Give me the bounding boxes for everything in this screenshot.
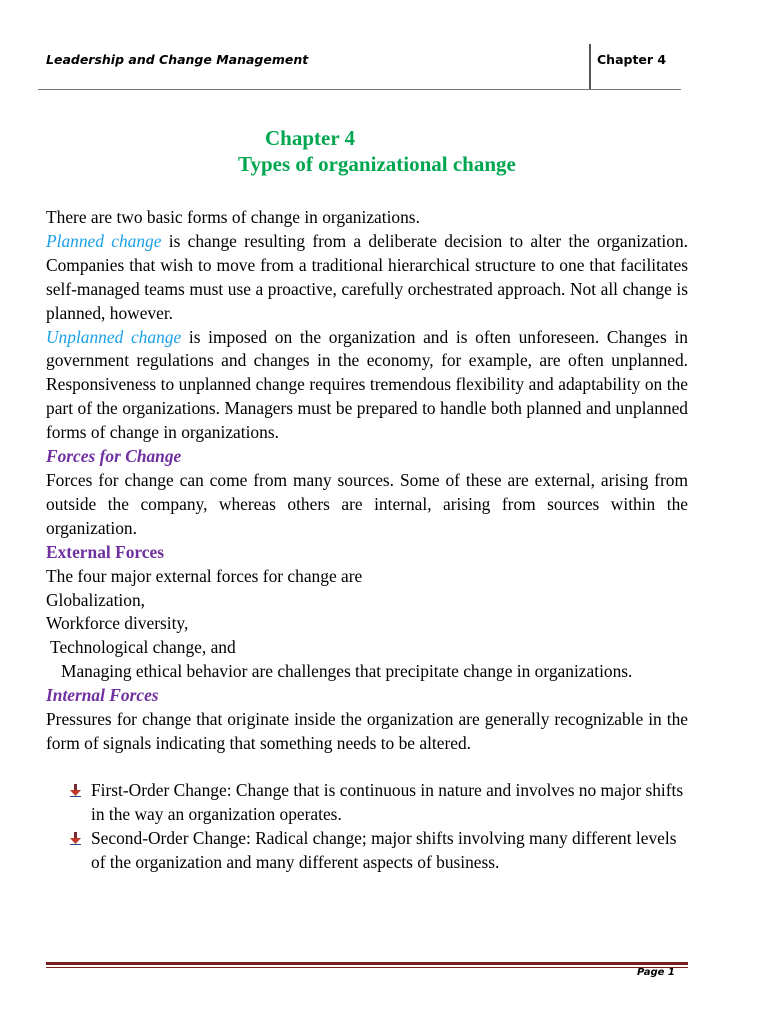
external-item-ethics: Managing ethical behavior are challenges that precipitate change in organizations. bbox=[61, 661, 633, 682]
document-body bbox=[46, 206, 688, 874]
list-item bbox=[46, 827, 688, 875]
footer-rule-thin bbox=[46, 967, 688, 968]
down-arrow-bullet-icon bbox=[70, 832, 81, 845]
unplanned-change-paragraph bbox=[46, 326, 688, 446]
planned-change-paragraph bbox=[46, 230, 688, 326]
page-number: Page 1 bbox=[637, 967, 675, 978]
internal-forces-paragraph: Pressures for change that originate inside the organization are generally recognizable in the form of signals indicating that something needs to be altered. bbox=[46, 709, 688, 753]
bullet-text: First-Order Change: Change that is continuous in nature and involves no major shifts in the way an organization operates. bbox=[91, 779, 684, 824]
planned-change-text: is change resulting from a deliberate decision to alter the organization. Companies that wish to move from a traditional hierarchical structure to one that facilitates self-managed teams must use a proactive, carefully orchestrated approach. Not all change is planned, however. bbox=[46, 230, 688, 323]
external-item-technology: Technological change, and bbox=[46, 637, 236, 658]
intro-paragraph: There are two basic forms of change in organizations. bbox=[46, 207, 420, 227]
unplanned-change-text: is imposed on the organization and is often unforeseen. Changes in government regulations and changes in the economy, for example, are often unplanned. Responsiveness to unplanned change requires tremendous flexibility and adaptability on the part of the organizations. Managers must be prepared to handle both planned and unplanned forms of change in organizations. bbox=[46, 326, 688, 443]
internal-forces-heading: Internal Forces bbox=[46, 685, 159, 706]
down-arrow-bullet-icon bbox=[70, 784, 81, 797]
footer-rule-thick bbox=[46, 962, 688, 965]
page-title: Types of organizational change bbox=[238, 152, 516, 176]
external-intro: The four major external forces for change are bbox=[46, 565, 363, 586]
unplanned-change-term: Unplanned change bbox=[46, 326, 182, 347]
change-order-list bbox=[46, 779, 688, 875]
bullet-text: Second-Order Change: Radical change; major shifts involving many different levels of the organization and many different aspects of business. bbox=[91, 827, 677, 872]
list-item bbox=[46, 779, 688, 827]
header-title: Leadership and Change Management bbox=[46, 52, 309, 67]
external-item-diversity: Workforce diversity, bbox=[46, 613, 189, 634]
spacer bbox=[46, 756, 688, 779]
chapter-heading: Chapter 4 bbox=[265, 126, 356, 150]
header-rule bbox=[38, 89, 681, 90]
forces-paragraph: Forces for change can come from many sources. Some of these are external, arising from outside the company, whereas others are internal, arising from sources within the organization. bbox=[46, 469, 688, 538]
planned-change-term: Planned change bbox=[46, 230, 162, 251]
external-item-globalization: Globalization, bbox=[46, 589, 146, 610]
header-chapter: Chapter 4 bbox=[597, 52, 667, 67]
forces-heading: Forces for Change bbox=[46, 446, 182, 467]
header-divider bbox=[589, 44, 591, 90]
external-forces-heading: External Forces bbox=[46, 541, 164, 562]
